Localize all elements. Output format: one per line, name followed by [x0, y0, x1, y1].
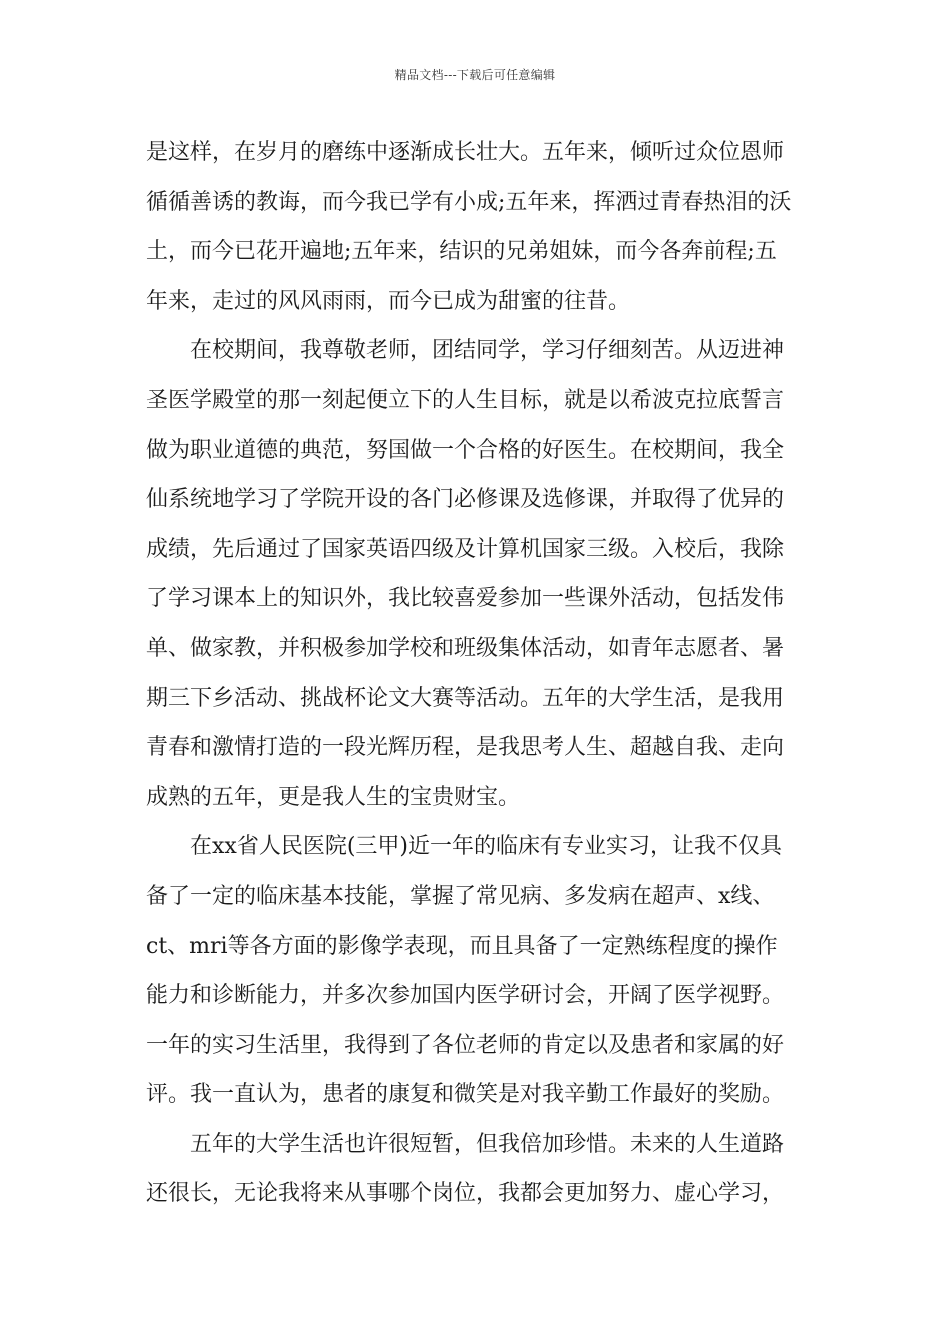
text-line: 评。我一直认为，患者的康复和微笑是对我辛勤工作最好的奖励。 — [146, 1082, 785, 1108]
text-line: 青春和激情打造的一段光辉历程，是我思考人生、超越自我、走向 — [146, 735, 785, 761]
text-line: 土，而今已花开遍地;五年来，结识的兄弟姐妹，而今各奔前程;五 — [146, 239, 777, 265]
text-line: 年来，走过的风风雨雨，而今已成为甜蜜的往昔。 — [146, 288, 631, 314]
text-line: ct、mri等各方面的影像学表现，而且具备了一定熟练程度的操作 — [146, 933, 778, 959]
document-body — [146, 128, 806, 1219]
paragraph-start-line: 在xx省人民医院(三甲)近一年的临床有专业实习，让我不仅具 — [190, 834, 782, 860]
text-line: 圣医学殿堂的那一刻起便立下的人生目标，就是以希波克拉底誓言 — [146, 387, 785, 413]
text-line: 了学习课本上的知识外，我比较喜爱参加一些课外活动，包括发伟 — [146, 586, 785, 612]
text-line: 做为职业道德的典范，努国做一个合格的好医生。在校期间，我全 — [146, 437, 785, 463]
text-line: 还很长，无论我将来从事哪个岗位，我都会更加努力、虚心学习， — [146, 1181, 785, 1207]
page-header: 精品文档---下载后可任意编辑 — [394, 68, 556, 82]
text-line: 期三下乡活动、挑战杯论文大赛等活动。五年的大学生活，是我用 — [146, 685, 785, 711]
text-line: 备了一定的临床基本技能，掌握了常见病、多发病在超声、x线、 — [146, 883, 775, 909]
text-line: 成熟的五年，更是我人生的宝贵财宝。 — [146, 784, 521, 810]
text-line: 一年的实习生活里，我得到了各位老师的肯定以及患者和家属的好 — [146, 1032, 785, 1058]
text-line: 成绩，先后通过了国家英语四级及计算机国家三级。入校后，我除 — [146, 536, 785, 562]
text-line: 仙系统地学习了学院开设的各门必修课及选修课，并取得了优异的 — [146, 487, 785, 513]
paragraph-start-line: 在校期间，我尊敬老师，团结同学，学习仔细刻苦。从迈进神 — [190, 338, 785, 364]
text-line: 循循善诱的教诲，而今我已学有小成;五年来，挥洒过青春热泪的沃 — [146, 189, 792, 215]
paragraph-start-line: 五年的大学生活也许很短暂，但我倍加珍惜。未来的人生道路 — [190, 1131, 785, 1157]
text-line: 单、做家教，并积极参加学校和班级集体活动，如青年志愿者、暑 — [146, 635, 785, 661]
text-line: 能力和诊断能力，并多次参加国内医学研讨会，开阔了医学视野。 — [146, 983, 785, 1009]
text-line: 是这样，在岁月的磨练中逐渐成长壮大。五年来，倾听过众位恩师 — [146, 140, 785, 165]
